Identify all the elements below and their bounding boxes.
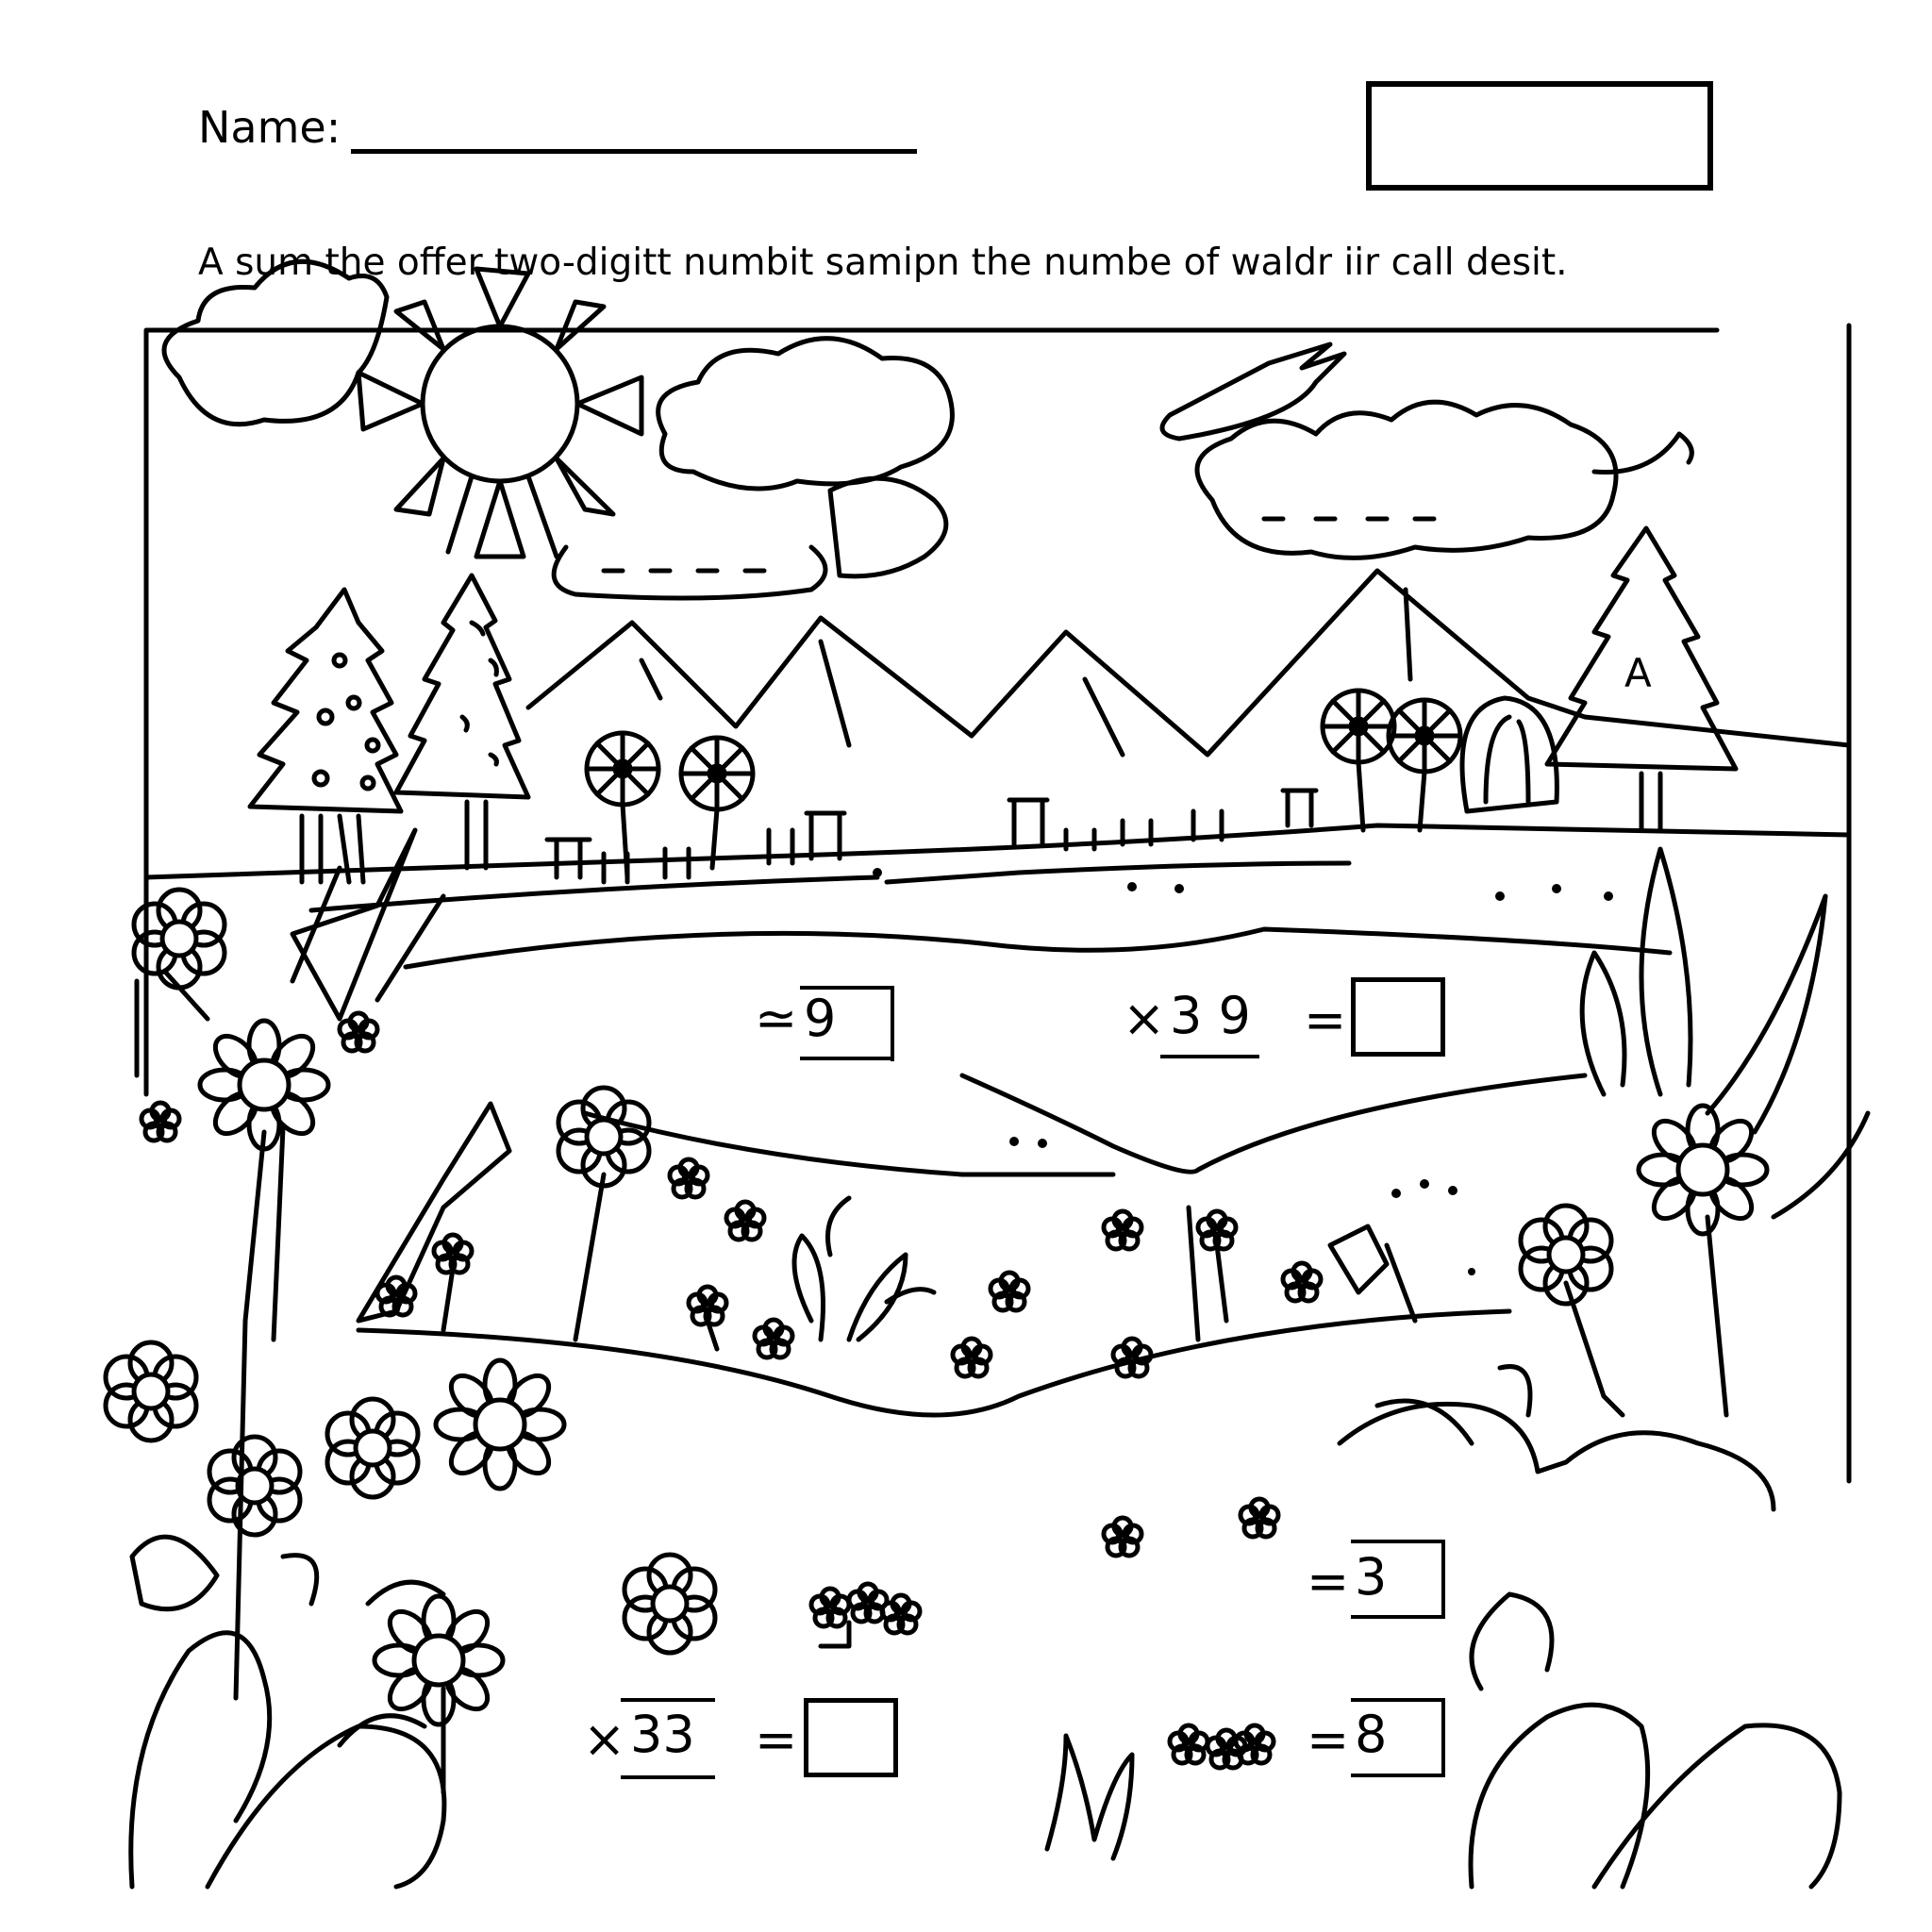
equals-sign: = — [1307, 1552, 1350, 1611]
problem-2-value: 3 9 — [1170, 986, 1251, 1045]
times-symbol: × — [583, 1709, 626, 1769]
problem-4-value: 33 — [630, 1705, 695, 1764]
problem-2-underline — [1160, 1055, 1259, 1058]
instructions: A sum the offer two-digitt numbit samipn the numbe of waldr iir call desit. — [198, 242, 1568, 284]
problem-1-value: 9 — [804, 989, 837, 1048]
problem-3-box — [1351, 1540, 1445, 1619]
shell-shape — [1462, 698, 1557, 811]
equals-sign: = — [755, 1710, 798, 1770]
times-symbol: × — [1123, 989, 1166, 1048]
name-label: Name: — [198, 102, 341, 153]
problem-5-underline — [1351, 1774, 1445, 1777]
problem-1-underline — [800, 1057, 894, 1060]
tree-left — [250, 590, 401, 882]
problem-1-box — [800, 986, 894, 1061]
problem-2-answer-box[interactable] — [1351, 977, 1445, 1057]
problem-4-answer-box[interactable] — [804, 1698, 898, 1777]
approx-symbol: ≃ — [755, 989, 798, 1048]
problem-5-box — [1351, 1698, 1445, 1777]
cloud-middle — [658, 339, 953, 489]
tree-label: A — [1624, 650, 1652, 696]
problem-5-value: 8 — [1355, 1705, 1388, 1764]
problem-4-overline — [621, 1698, 715, 1702]
cloud-left — [164, 261, 387, 424]
equals-sign: = — [1304, 991, 1347, 1050]
problem-3-underline — [1351, 1615, 1445, 1619]
tree-middle — [396, 575, 528, 868]
equals-sign: = — [1307, 1710, 1350, 1770]
problem-3-value: 3 — [1355, 1547, 1388, 1607]
sun-drawing — [358, 269, 641, 557]
cloud-right — [1197, 402, 1616, 558]
problem-4-underline — [621, 1775, 715, 1779]
